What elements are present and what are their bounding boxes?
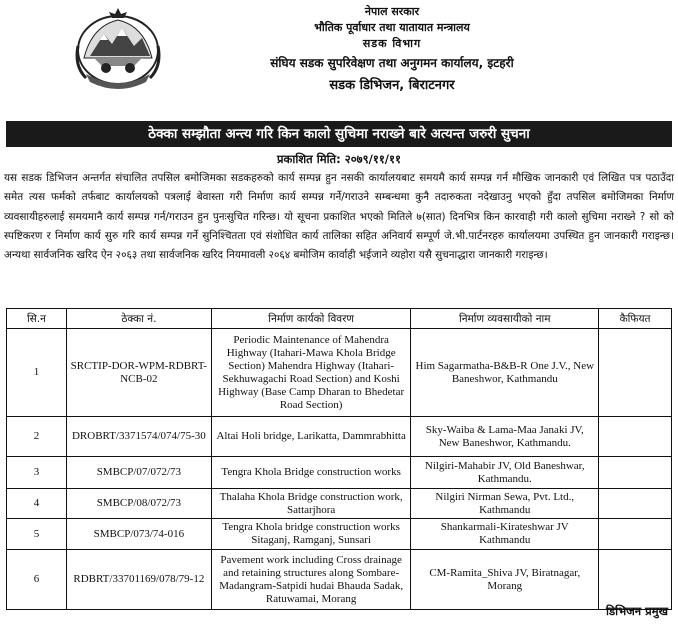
cell-work: Tengra Khola bridge construction works Sitaganj, Ramganj, Sunsari <box>211 519 411 550</box>
cell-serial: 6 <box>7 550 67 610</box>
cell-serial: 1 <box>7 329 67 417</box>
table-row <box>7 550 672 610</box>
signature-division-chief: डिभिजन प्रमुख <box>606 604 668 618</box>
table-header-row <box>7 309 672 329</box>
header-division: सडक डिभिजन, बिराटनगर <box>329 78 455 93</box>
cell-contract-no: SMBCP/08/072/73 <box>66 489 211 519</box>
cell-remarks <box>599 489 672 519</box>
cell-contractor: Sky-Waiba & Lama-Maa Janaki JV, New Baneshwor, Kathmandu. <box>411 417 599 457</box>
contracts-table <box>6 308 672 610</box>
office-header <box>170 4 590 98</box>
header-work-description: निर्माण कार्यको विवरण <box>211 309 411 329</box>
nepal-government-emblem-icon <box>72 6 164 94</box>
cell-work: Thalaha Khola Bridge construction work, Sattarjhora <box>211 489 411 519</box>
cell-work: Altai Holi bridge, Larikatta, Dammrabhitta <box>211 417 411 457</box>
header-contract-no: ठेक्का नं. <box>66 309 211 329</box>
header-government: नेपाल सरकार <box>364 5 420 18</box>
table-row <box>7 519 672 550</box>
cell-contractor: Nilgiri-Mahabir JV, Old Baneshwar, Kathmandu. <box>411 457 599 489</box>
cell-remarks <box>599 329 672 417</box>
header-contractor-name: निर्माण व्यवसायीको नाम <box>411 309 599 329</box>
header-department: सडक विभाग <box>362 37 422 50</box>
cell-work: Tengra Khola Bridge construction works <box>211 457 411 489</box>
cell-remarks <box>599 519 672 550</box>
cell-contract-no: SRCTIP-DOR-WPM-RDBRT-NCB-02 <box>66 329 211 417</box>
cell-serial: 4 <box>7 489 67 519</box>
cell-contract-no: RDBRT/33701169/078/79-12 <box>66 550 211 610</box>
notice-title-banner: ठेक्का सम्झौता अन्त्य गरि किन कालो सुचिमा नराख्ने बारे अत्यन्त जरुरी सुचना <box>6 121 672 147</box>
table-row <box>7 457 672 489</box>
cell-contractor: Shankarmali-Kirateshwar JV Kathmandu <box>411 519 599 550</box>
cell-work: Periodic Maintenance of Mahendra Highway (Itahari-Mawa Khola Bridge Section) Mahendra Highway (Itahari-Sekhuwagachi Road Section) and Koshi Highway (Base Camp Dharan to Bhedetar Road Section) <box>211 329 411 417</box>
cell-contract-no: SMBCP/07/072/73 <box>66 457 211 489</box>
cell-contractor: CM-Ramita_Shiva JV, Biratnagar, Morang <box>411 550 599 610</box>
cell-remarks <box>599 417 672 457</box>
cell-contractor: Him Sagarmatha-B&B-R One J.V., New Baneshwor, Kathmandu <box>411 329 599 417</box>
table-row <box>7 489 672 519</box>
header-remarks: कैफियत <box>599 309 672 329</box>
cell-contractor: Nilgiri Nirman Sewa, Pvt. Ltd., Kathmandu <box>411 489 599 519</box>
cell-contract-no: DROBRT/3371574/074/75-30 <box>66 417 211 457</box>
notice-body-text: यस सडक डिभिजन अन्तर्गत संचालित तपसिल बमोजिमका सडकहरुको कार्य सम्पन्न हुन नसकी कार्यालयबाट समयमै कार्य सम्पन्न गर्न मौखिक जानकारी एवं लिखित पत्र पठाउँदा समेत त्यस फर्मको तर्फबाट कार्यालयको पत्रलाई बेवास्ता गरी निर्माण कार्य सम्पन्न गर्ने/गराउने सम्बन्धमा कुनै तदारुकता नदेखाउनु भएको हुँदा तपसिल बमोजिमका निर्माण व्यवसायीहरुलाई समयमानै कार्य सम्पन्न गर्न/गराउन हुन पुनःसुचित गरिन्छ। यो सूचना प्रकाशित भएको मितिले ७(सात) दिनभित्र किन कारवाही गरी कालो सुचिमा नराख्ने ? सो को स्पष्टिकरण र निर्माण कार्य सुरु गरि कार्य सम्पन्न गर्ने सुनिश्चितता एवं संशोधित कार्य तालिका सहित अनिवार्य सम्पूर्ण जे.भी.पार्टनरहरु कार्यालयमा उपस्थित हुन जानकारी गराइन्छ। अन्यथा सार्वजनिक खरिद ऐन २०६३ तथा सार्वजनिक खरिद नियमावली २०६४ बमोजिम कार्वाही भईजाने व्यहोरा यसै सुचनाद्धारा जानकारी गराइन्छ। <box>4 172 674 262</box>
cell-serial: 3 <box>7 457 67 489</box>
header-office: संघिय सडक सुपरिवेक्षण तथा अनुगमन कार्यालय, इटहरी <box>270 56 514 70</box>
table-row <box>7 329 672 417</box>
published-date: प्रकाशित मिति: २०७९/११/११ <box>277 152 401 166</box>
cell-serial: 2 <box>7 417 67 457</box>
cell-remarks <box>599 550 672 610</box>
header-serial: सि.न <box>7 309 67 329</box>
cell-remarks <box>599 457 672 489</box>
header-ministry: भौतिक पूर्वाधार तथा यातायात मन्त्रालय <box>314 21 470 34</box>
table-row <box>7 417 672 457</box>
cell-contract-no: SMBCP/073/74-016 <box>66 519 211 550</box>
cell-serial: 5 <box>7 519 67 550</box>
cell-work: Pavement work including Cross drainage and retaining structures along Sombare-Madangram-Satpidi hudai Bhauda Sadak, Ratuwamai, Morang <box>211 550 411 610</box>
